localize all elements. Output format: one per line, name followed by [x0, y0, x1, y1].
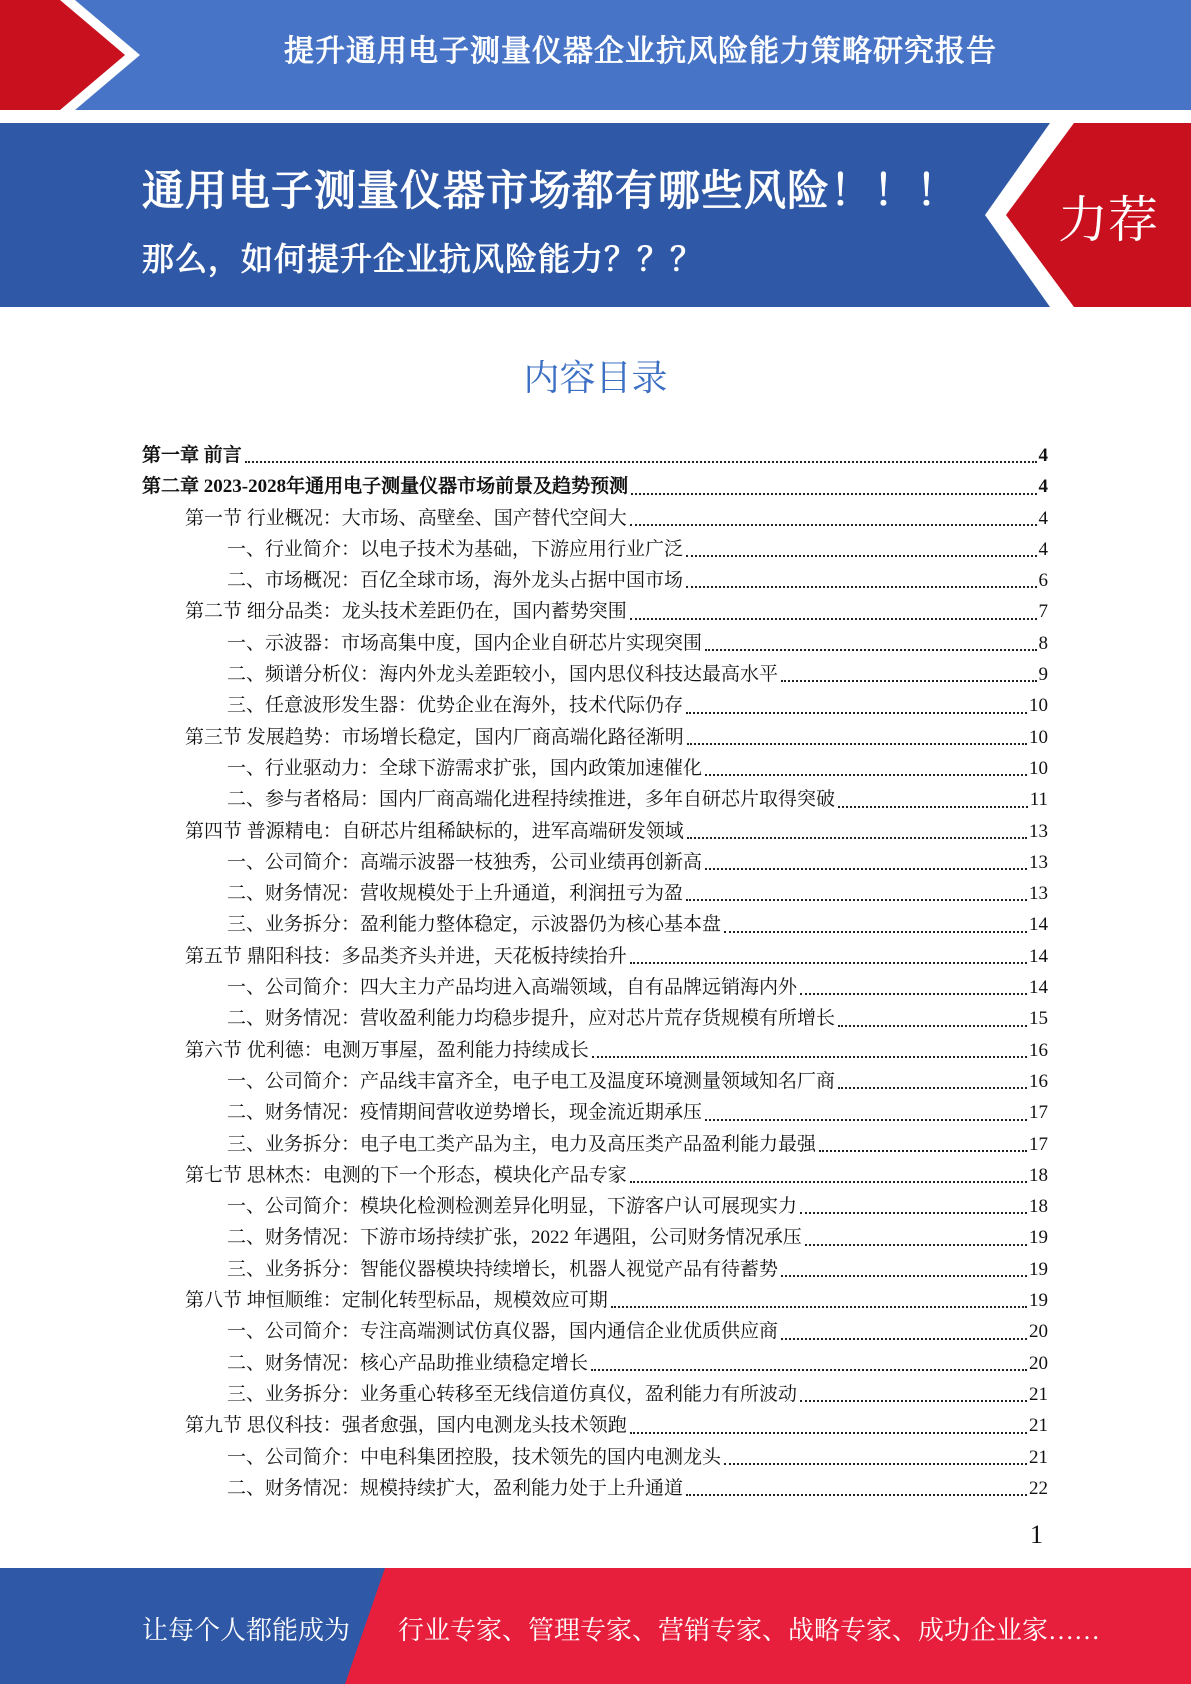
toc-entry-title: 三、业务拆分：智能仪器模块持续增长，机器人视觉产品有待蓄势: [227, 1258, 779, 1280]
toc-entry[interactable]: [142, 1191, 1048, 1222]
toc-entry[interactable]: [142, 1066, 1048, 1097]
toc-dot-leader: [686, 555, 1036, 557]
toc-entry-title: 三、业务拆分：电子电工类产品为主，电力及高压类产品盈利能力最强: [227, 1133, 817, 1155]
toc-dot-leader: [705, 868, 1027, 870]
toc-entry-title: 第五节 鼎阳科技：多品类齐头并进，天花板持续抬升: [185, 945, 627, 967]
toc-dot-leader: [724, 931, 1027, 933]
toc-entry[interactable]: [142, 596, 1048, 627]
toc-entry-title: 第二章 2023-2028年通用电子测量仪器市场前景及趋势预测: [142, 476, 629, 498]
toc-dot-leader: [705, 774, 1027, 776]
toc-entry-page: 16: [1029, 1070, 1048, 1092]
toc-entry-page: 15: [1029, 1008, 1048, 1030]
toc-entry-title: 三、业务拆分：盈利能力整体稳定，示波器仍为核心基本盘: [227, 914, 722, 936]
toc-entry-title: 一、行业驱动力：全球下游需求扩张，国内政策加速催化: [227, 757, 703, 779]
toc-entry-page: 16: [1029, 1039, 1048, 1061]
toc-dot-leader: [800, 1400, 1027, 1402]
toc-entry[interactable]: [142, 471, 1048, 502]
toc-dot-leader: [781, 1338, 1027, 1340]
toc-entry-page: 22: [1029, 1477, 1048, 1499]
footer-roles: 行业专家、管理专家、营销专家、战略专家、成功企业家……: [398, 1616, 1101, 1645]
toc-entry[interactable]: [142, 784, 1048, 815]
toc-entry-title: 二、参与者格局：国内厂商高端化进程持续推进，多年自研芯片取得突破: [227, 789, 836, 811]
toc-entry[interactable]: [142, 440, 1048, 471]
toc-dot-leader: [805, 1244, 1027, 1246]
toc-entry[interactable]: [142, 816, 1048, 847]
toc-entry-page: 20: [1029, 1321, 1048, 1343]
toc-entry-title: 第一章 前言: [142, 445, 242, 466]
toc-dot-leader: [245, 461, 1037, 463]
top-chevron-decoration: [0, 0, 150, 110]
toc-entry-title: 三、任意波形发生器：优势企业在海外，技术代际仍存: [227, 695, 684, 717]
toc-entry[interactable]: [142, 1160, 1048, 1191]
toc-entry[interactable]: [142, 1097, 1048, 1128]
toc-entry[interactable]: [142, 1473, 1048, 1504]
toc-entry[interactable]: [142, 847, 1048, 878]
toc-entry-page: 10: [1029, 726, 1048, 748]
toc-entry-title: 第二节 细分品类：龙头技术差距仍在，国内蓄势突围: [185, 601, 627, 623]
toc-entry[interactable]: [142, 1003, 1048, 1034]
toc-dot-leader: [687, 743, 1027, 745]
toc-entry-page: 21: [1029, 1383, 1048, 1405]
toc-entry[interactable]: [142, 1035, 1048, 1066]
toc-entry-page: 10: [1029, 695, 1048, 717]
toc-entry[interactable]: [142, 565, 1048, 596]
hero-subheadline: 那么，如何提升企业抗风险能力？？？: [142, 240, 704, 278]
toc-entry-page: 19: [1029, 1258, 1048, 1280]
toc-entry[interactable]: [142, 1222, 1048, 1253]
toc-entry[interactable]: [142, 628, 1048, 659]
toc-entry-title: 第八节 坤恒顺维：定制化转型标品，规模效应可期: [185, 1290, 608, 1312]
toc-entry-page: 21: [1029, 1446, 1048, 1468]
toc-dot-leader: [686, 899, 1027, 901]
toc-entry[interactable]: [142, 659, 1048, 690]
toc-dot-leader: [800, 993, 1027, 995]
toc-entry[interactable]: [142, 972, 1048, 1003]
toc-entry-page: 17: [1029, 1102, 1048, 1124]
toc-dot-leader: [630, 1181, 1027, 1183]
toc-dot-leader: [705, 1119, 1027, 1121]
toc-entry-title: 一、示波器：市场高集中度，国内企业自研芯片实现突围: [227, 632, 703, 654]
toc-entry-title: 二、财务情况：规模持续扩大，盈利能力处于上升通道: [227, 1477, 684, 1499]
toc-entry-title: 二、市场概况：百亿全球市场，海外龙头占据中国市场: [227, 570, 684, 592]
toc-entry-title: 一、公司简介：模块化检测检测差异化明显，下游客户认可展现实力: [227, 1196, 798, 1218]
toc-entry-title: 二、财务情况：营收规模处于上升通道，利润扭亏为盈: [227, 883, 684, 905]
toc-entry-page: 11: [1029, 789, 1048, 811]
toc-entry[interactable]: [142, 1285, 1048, 1316]
footer-slogan: 让每个人都能成为: [142, 1616, 351, 1645]
toc-entry-title: 二、财务情况：营收盈利能力均稳步提升，应对芯片荒存货规模有所增长: [227, 1008, 836, 1030]
toc-dot-leader: [630, 962, 1027, 964]
toc-dot-leader: [705, 649, 1036, 651]
toc-entry-page: 20: [1029, 1352, 1048, 1374]
table-of-contents: [142, 440, 1048, 1504]
toc-dot-leader: [800, 1212, 1027, 1214]
toc-dot-leader: [686, 586, 1036, 588]
toc-dot-leader: [630, 618, 1037, 620]
toc-entry-page: 9: [1038, 664, 1048, 686]
toc-entry-title: 第一节 行业概况：大市场、高壁垒、国产替代空间大: [185, 507, 627, 529]
toc-entry-page: 10: [1029, 757, 1048, 779]
toc-entry[interactable]: [142, 1410, 1048, 1441]
toc-entry-title: 二、频谱分析仪：海内外龙头差距较小，国内思仪科技达最高水平: [227, 664, 779, 686]
toc-entry[interactable]: [142, 878, 1048, 909]
toc-entry-page: 18: [1029, 1164, 1048, 1186]
toc-entry-page: 4: [1038, 476, 1048, 498]
toc-dot-leader: [686, 1494, 1027, 1496]
toc-entry-page: 8: [1038, 632, 1048, 654]
toc-entry-page: 19: [1029, 1227, 1048, 1249]
toc-entry-title: 第九节 思仪科技：强者愈强，国内电测龙头技术领跑: [185, 1415, 627, 1437]
toc-entry-title: 一、公司简介：产品线丰富齐全，电子电工及温度环境测量领域知名厂商: [227, 1070, 836, 1092]
toc-dot-leader: [591, 1369, 1027, 1371]
toc-dot-leader: [592, 1056, 1027, 1058]
toc-entry-title: 二、财务情况：下游市场持续扩张，2022 年遇阻，公司财务情况承压: [227, 1227, 802, 1249]
toc-entry-page: 4: [1038, 445, 1048, 466]
report-title: 提升通用电子测量仪器企业抗风险能力策略研究报告: [284, 34, 997, 69]
toc-entry-page: 19: [1029, 1290, 1048, 1312]
toc-entry[interactable]: [142, 753, 1048, 784]
toc-dot-leader: [630, 1432, 1027, 1434]
toc-entry[interactable]: [142, 534, 1048, 565]
toc-entry-title: 第七节 思林杰：电测的下一个形态，模块化产品专家: [185, 1164, 627, 1186]
toc-entry-page: 14: [1029, 945, 1048, 967]
toc-entry-title: 第四节 普源精电：自研芯片组稀缺标的，进军高端研发领域: [185, 820, 684, 842]
toc-dot-leader: [631, 493, 1036, 495]
toc-entry-page: 18: [1029, 1196, 1048, 1218]
hero-headline: 通用电子测量仪器市场都有哪些风险！！！: [142, 166, 960, 215]
toc-entry-title: 第六节 优利德：电测万事屋，盈利能力持续成长: [185, 1039, 589, 1061]
toc-dot-leader: [724, 1463, 1027, 1465]
toc-dot-leader: [838, 806, 1028, 808]
toc-entry-title: 一、公司简介：专注高端测试仿真仪器，国内通信企业优质供应商: [227, 1321, 779, 1343]
toc-entry[interactable]: [142, 909, 1048, 940]
toc-entry-page: 13: [1029, 883, 1048, 905]
toc-dot-leader: [611, 1306, 1027, 1308]
toc-entry[interactable]: [142, 1316, 1048, 1347]
toc-entry[interactable]: [142, 1379, 1048, 1410]
toc-entry-title: 三、业务拆分：业务重心转移至无线信道仿真仪，盈利能力有所波动: [227, 1383, 798, 1405]
toc-dot-leader: [838, 1025, 1027, 1027]
toc-dot-leader: [686, 712, 1027, 714]
toc-entry-page: 14: [1029, 914, 1048, 936]
toc-entry-title: 二、财务情况：疫情期间营收逆势增长，现金流近期承压: [227, 1102, 703, 1124]
toc-entry[interactable]: [142, 1442, 1048, 1473]
toc-entry-page: 13: [1029, 851, 1048, 873]
page-number: 1: [1030, 1520, 1043, 1549]
toc-dot-leader: [781, 1275, 1027, 1277]
toc-entry-title: 一、公司简介：四大主力产品均进入高端领域，自有品牌远销海内外: [227, 977, 798, 999]
toc-entry-page: 7: [1038, 601, 1048, 623]
toc-entry-page: 4: [1038, 507, 1048, 529]
toc-title: 内容目录: [523, 358, 668, 399]
toc-dot-leader: [819, 1150, 1027, 1152]
toc-entry[interactable]: [142, 1129, 1048, 1160]
toc-dot-leader: [687, 837, 1027, 839]
toc-entry-page: 21: [1029, 1415, 1048, 1437]
toc-entry[interactable]: [142, 690, 1048, 721]
toc-entry-page: 6: [1038, 570, 1048, 592]
toc-entry[interactable]: [142, 1254, 1048, 1285]
toc-entry-page: 14: [1029, 977, 1048, 999]
toc-entry-page: 4: [1038, 538, 1048, 560]
recommend-badge: 力荐: [1058, 191, 1158, 249]
toc-dot-leader: [838, 1087, 1027, 1089]
toc-dot-leader: [630, 524, 1037, 526]
toc-entry[interactable]: [142, 503, 1048, 534]
toc-dot-leader: [781, 680, 1036, 682]
toc-entry-title: 二、财务情况：核心产品助推业绩稳定增长: [227, 1352, 589, 1374]
toc-entry[interactable]: [142, 941, 1048, 972]
toc-entry[interactable]: [142, 722, 1048, 753]
toc-entry-title: 一、行业简介：以电子技术为基础，下游应用行业广泛: [227, 538, 684, 560]
toc-entry[interactable]: [142, 1348, 1048, 1379]
toc-entry-title: 一、公司简介：中电科集团控股，技术领先的国内电测龙头: [227, 1446, 722, 1468]
toc-entry-page: 17: [1029, 1133, 1048, 1155]
toc-entry-title: 一、公司简介：高端示波器一枝独秀，公司业绩再创新高: [227, 851, 703, 873]
toc-entry-page: 13: [1029, 820, 1048, 842]
toc-entry-title: 第三节 发展趋势：市场增长稳定，国内厂商高端化路径渐明: [185, 726, 684, 748]
